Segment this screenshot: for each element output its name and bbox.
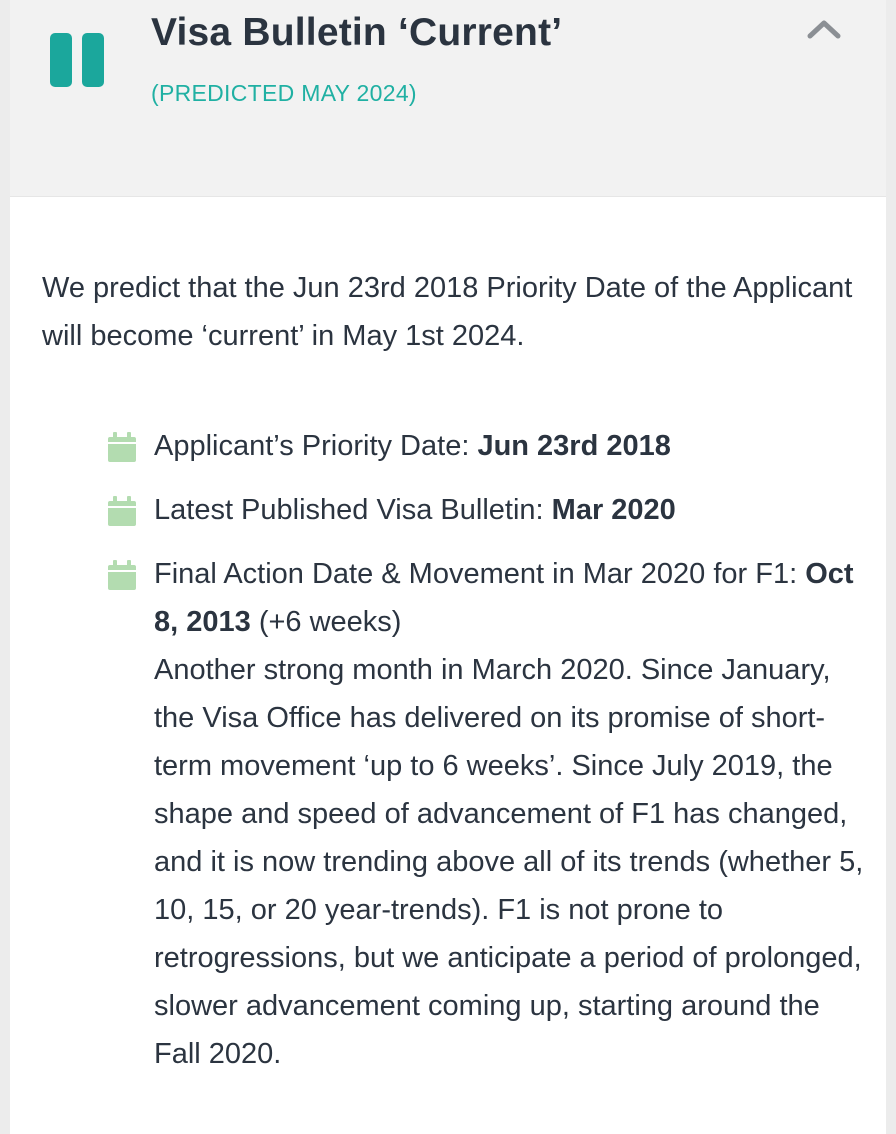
- item-value: Oct 8, 2013: [154, 558, 854, 638]
- movement-description: Another strong month in March 2020. Since January, the Visa Office has delivered on its promise of short-term movement ‘up to 6 weeks’. Since July 2019, the shape and speed of advancement of F1 has changed, and it is now trending above all of its trends (whether 5, 10, 15, or 20 year-trends). F1 is not prone to retrogressions, but we anticipate a period of prolonged, slower advancement coming up, starting around the Fall 2020.: [154, 654, 864, 1070]
- item-suffix: (+6 weeks): [250, 606, 402, 638]
- details-list: [105, 422, 865, 1078]
- card-title: Visa Bulletin ‘Current’: [151, 11, 563, 54]
- item-label: Applicant’s Priority Date:: [154, 430, 478, 462]
- item-label: Final Action Date & Movement in Mar 2020 for F1:: [154, 558, 806, 590]
- calendar-icon: [108, 496, 136, 526]
- list-item-visa-bulletin: [105, 486, 865, 534]
- card-subtitle: (PREDICTED MAY 2024): [151, 80, 417, 106]
- item-label: Latest Published Visa Bulletin:: [154, 494, 552, 526]
- list-item-priority-date: [105, 422, 865, 470]
- pause-icon: [50, 33, 106, 87]
- prediction-card: [10, 0, 886, 1134]
- calendar-icon: [108, 432, 136, 462]
- calendar-icon: [108, 560, 136, 590]
- item-value: Mar 2020: [551, 494, 676, 526]
- chevron-up-icon[interactable]: [804, 14, 844, 46]
- card-header[interactable]: [10, 0, 886, 197]
- list-item-final-action-date: [105, 550, 865, 1078]
- prediction-summary: We predict that the Jun 23rd 2018 Priority Date of the Applicant will become ‘current’ in May 1st 2024.: [42, 272, 853, 352]
- item-value: Jun 23rd 2018: [477, 430, 671, 462]
